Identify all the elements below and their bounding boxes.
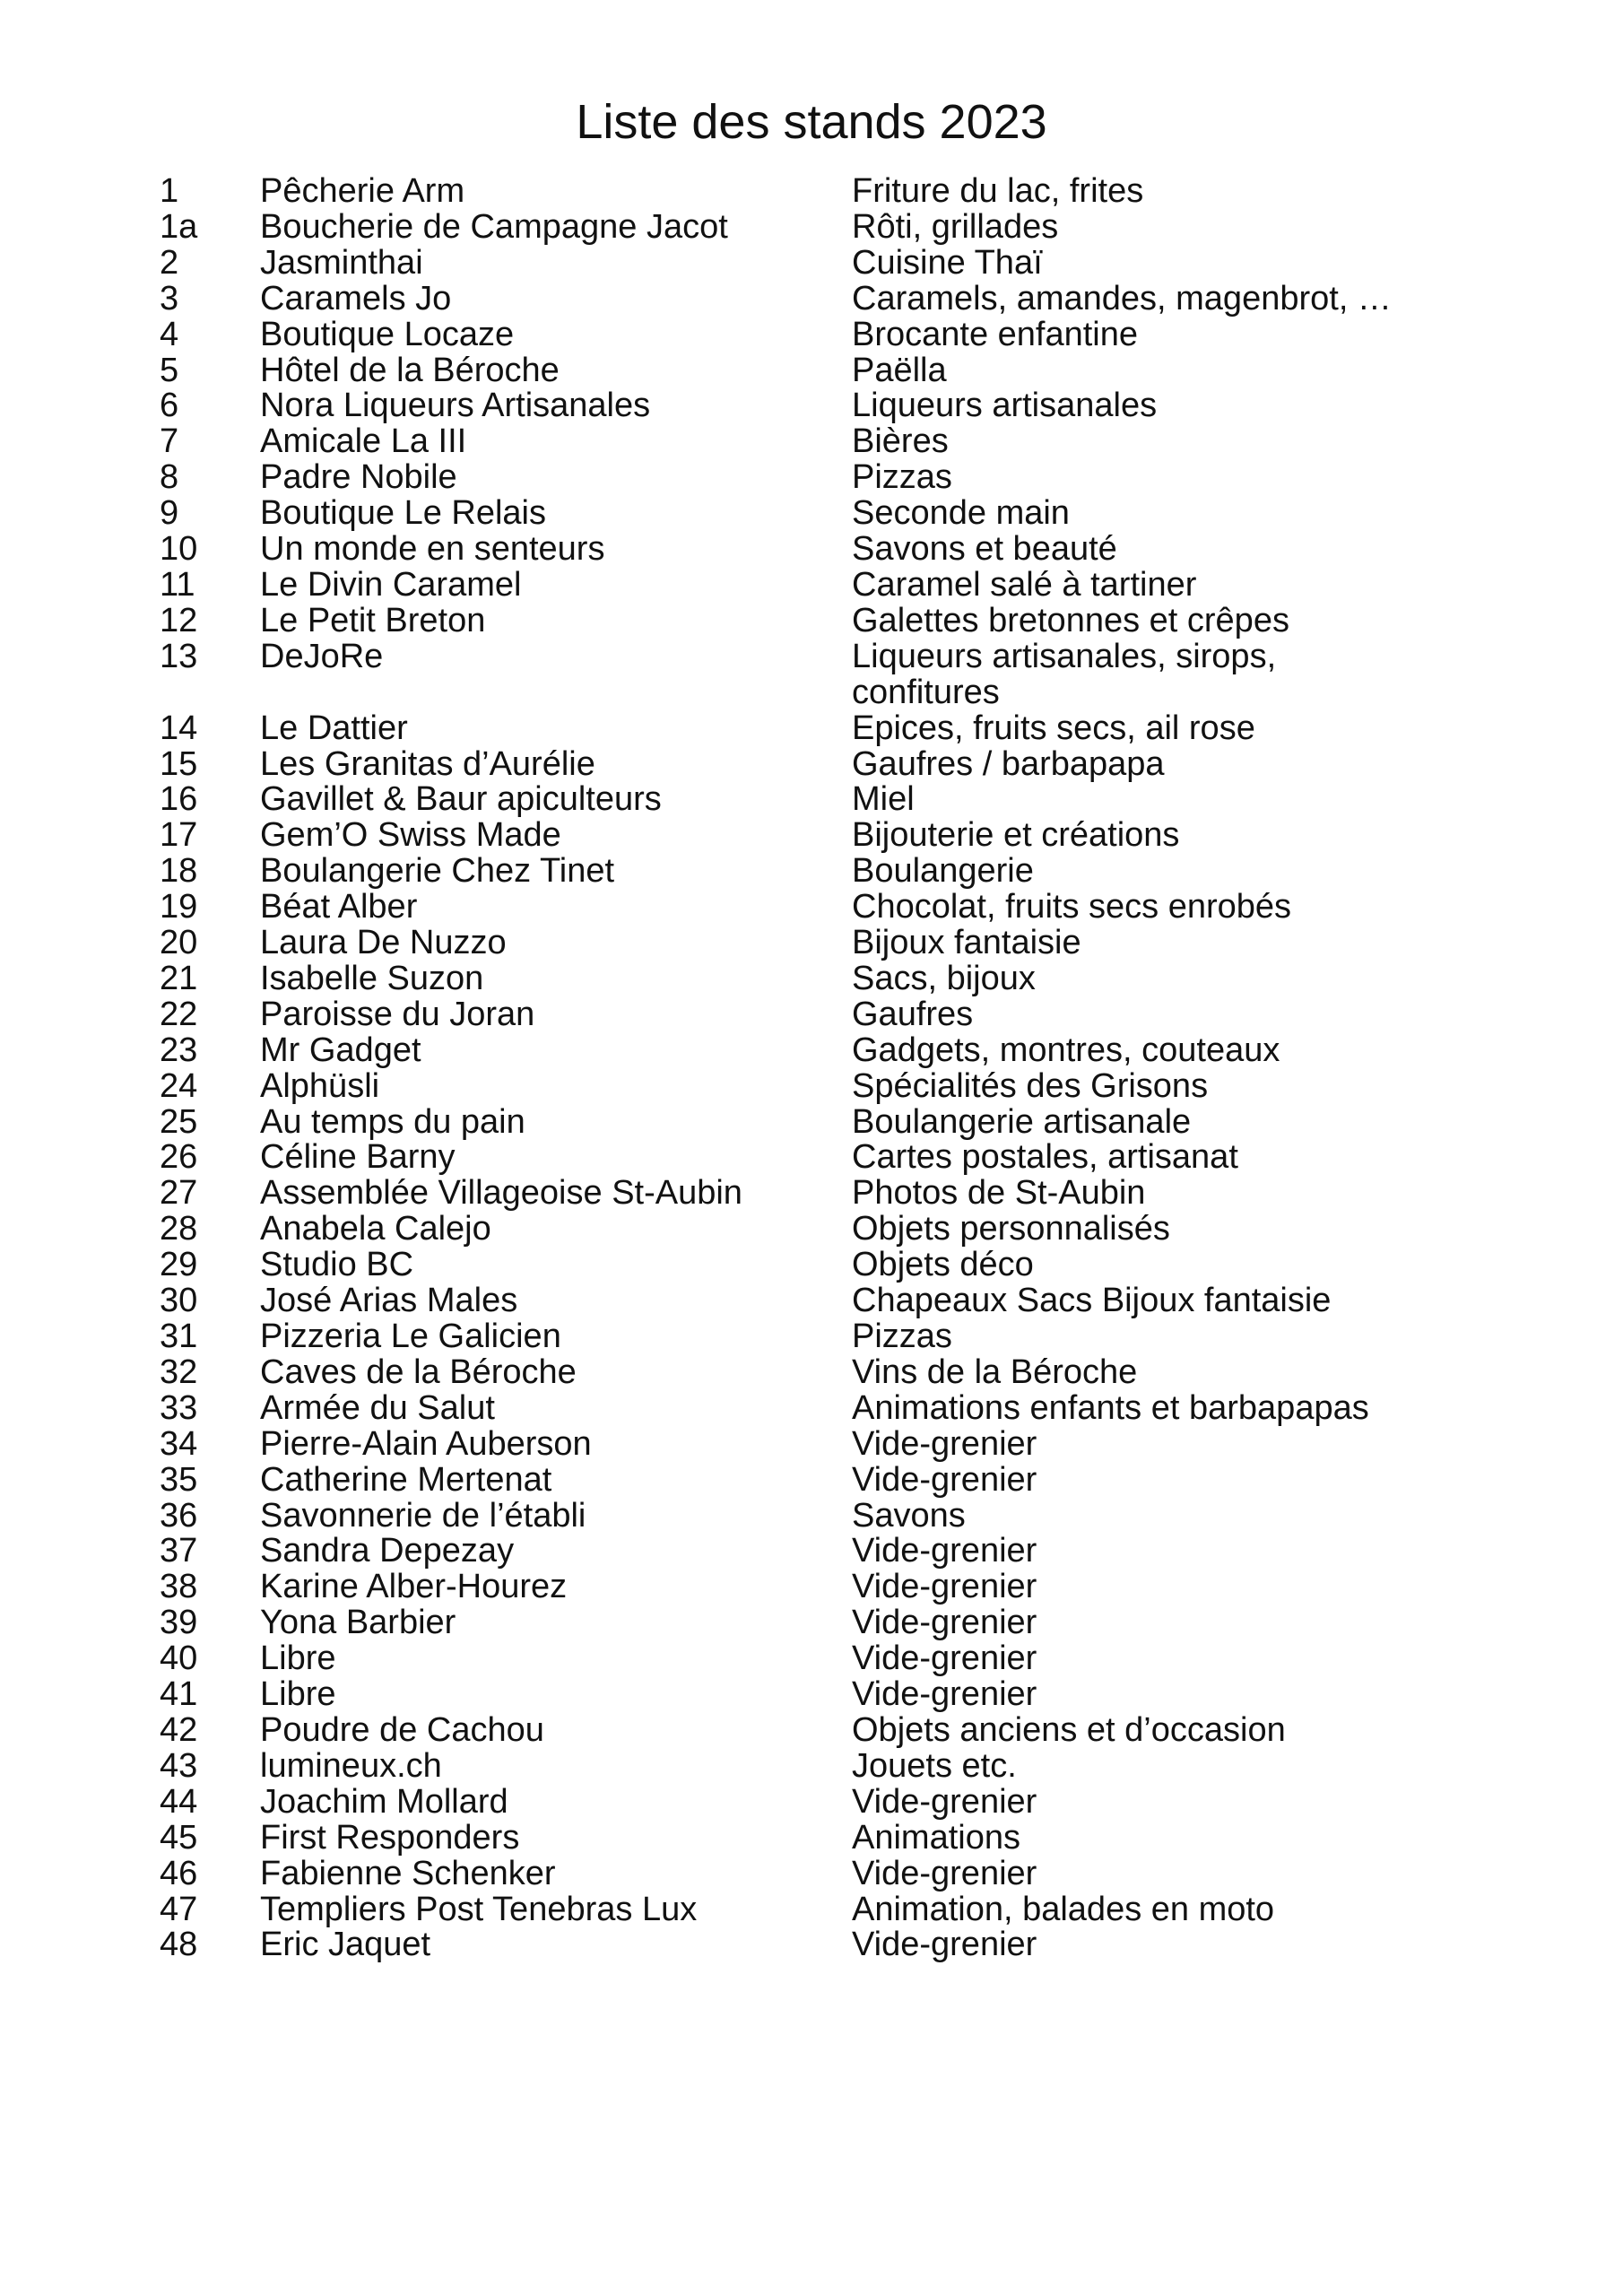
stand-number: 19 (160, 888, 198, 926)
stand-row (160, 1066, 1558, 1105)
stand-name: Le Petit Breton (260, 601, 486, 639)
stand-number: 37 (160, 1532, 198, 1570)
stand-row (160, 424, 1558, 460)
stand-number: 34 (160, 1424, 198, 1463)
stand-row (160, 997, 1558, 1033)
stand-number: 17 (160, 816, 198, 855)
stand-description: Jouets etc. (852, 1746, 1017, 1785)
stand-name: Libre (260, 1675, 336, 1714)
stand-name: Isabelle Suzon (260, 959, 484, 997)
stand-number: 7 (160, 422, 179, 461)
stand-number: 25 (160, 1102, 198, 1141)
stand-description: Pizzas (852, 1318, 952, 1355)
stand-row (160, 1746, 1558, 1785)
stand-number: 24 (160, 1066, 198, 1105)
stand-number: 30 (160, 1282, 198, 1320)
stand-number: 36 (160, 1496, 198, 1535)
stand-description: Caramel salé à tartiner (852, 565, 1197, 604)
stand-row (160, 1102, 1558, 1141)
stand-number: 12 (160, 601, 198, 639)
stand-description: Objets personnalisés (852, 1210, 1170, 1248)
stand-name: Anabela Calejo (260, 1210, 491, 1248)
stand-description: Animations enfants et barbapapas (852, 1388, 1369, 1427)
stand-description: Savons et beauté (852, 530, 1117, 569)
stand-name: Hôtel de la Béroche (260, 351, 560, 389)
stand-name: Joachim Mollard (260, 1782, 508, 1821)
stand-number: 47 (160, 1890, 198, 1928)
stand-number: 3 (160, 279, 179, 317)
stand-row (160, 1570, 1558, 1605)
stand-row (160, 1033, 1558, 1069)
stand-name: Pierre-Alain Auberson (260, 1424, 592, 1463)
stand-row (160, 926, 1558, 961)
stand-number: 27 (160, 1174, 198, 1213)
stand-row (160, 1534, 1558, 1570)
stand-name: Catherine Mertenat (260, 1460, 552, 1499)
stand-description: Caramels, amandes, magenbrot, … (852, 279, 1392, 317)
stand-number: 22 (160, 995, 198, 1033)
stand-row (160, 711, 1558, 747)
stand-description: Bijouterie et créations (852, 816, 1180, 855)
stand-number: 31 (160, 1318, 198, 1355)
stand-row (160, 1388, 1558, 1427)
stand-name: Le Dattier (260, 709, 408, 747)
page-title: Liste des stands 2023 (576, 95, 1047, 149)
stand-description: Objets déco (852, 1246, 1034, 1284)
stand-description: Savons (852, 1496, 966, 1535)
stand-description: Vide-grenier (852, 1926, 1037, 1964)
stand-number: 1 (160, 172, 179, 210)
stand-row (160, 1424, 1558, 1463)
stand-description: Friture du lac, frites (852, 172, 1144, 210)
stand-row (160, 279, 1558, 317)
stand-description: Vide-grenier (852, 1782, 1037, 1821)
stand-name: Eric Jaquet (260, 1926, 431, 1964)
stand-row (160, 1460, 1558, 1499)
stand-row (160, 1212, 1558, 1248)
stand-name: Pizzeria Le Galicien (260, 1318, 561, 1355)
stand-name: Karine Alber-Hourez (260, 1568, 568, 1606)
stand-number: 48 (160, 1926, 198, 1964)
stand-description: Brocante enfantine (852, 315, 1139, 353)
stand-description: Animation, balades en moto (852, 1890, 1275, 1928)
stand-name: Céline Barny (260, 1138, 456, 1177)
stand-description: Vide-grenier (852, 1639, 1037, 1678)
stand-number: 18 (160, 852, 198, 891)
stand-row (160, 1818, 1558, 1857)
stand-row (160, 460, 1558, 496)
stand-name: Boulangerie Chez Tinet (260, 852, 615, 891)
stand-name: Libre (260, 1639, 336, 1678)
stand-description: Liqueurs artisanales (852, 387, 1158, 425)
stand-number: 38 (160, 1568, 198, 1606)
stand-name: Alphüsli (260, 1066, 380, 1105)
stand-description: Boulangerie (852, 852, 1034, 891)
stand-description: Gaufres (852, 995, 974, 1033)
stand-number: 4 (160, 315, 179, 353)
stand-name: Gavillet & Baur apiculteurs (260, 780, 662, 819)
stand-description: Seconde main (852, 494, 1070, 533)
stand-number: 29 (160, 1246, 198, 1284)
stand-description: Chapeaux Sacs Bijoux fantaisie (852, 1282, 1332, 1320)
stand-name: Béat Alber (260, 888, 418, 926)
stand-row (160, 532, 1558, 568)
stand-name: Un monde en senteurs (260, 530, 605, 569)
stand-name: Boutique Le Relais (260, 494, 546, 533)
stand-name: Poudre de Cachou (260, 1710, 544, 1749)
stand-number: 21 (160, 959, 198, 997)
stand-description: Objets anciens et d’occasion (852, 1710, 1286, 1749)
stand-description: Vide-grenier (852, 1854, 1037, 1892)
stand-number: 41 (160, 1675, 198, 1714)
stand-row (160, 317, 1558, 353)
stand-name: Studio BC (260, 1246, 414, 1284)
stand-row (160, 1605, 1558, 1641)
stand-name: Le Divin Caramel (260, 565, 522, 604)
stand-row (160, 744, 1558, 783)
stand-number: 15 (160, 744, 198, 783)
stand-row (160, 243, 1558, 282)
stand-description: Gaufres / barbapapa (852, 744, 1165, 783)
stand-description: Boulangerie artisanale (852, 1102, 1192, 1141)
stand-name: DeJoRe (260, 637, 384, 675)
stand-number: 45 (160, 1818, 198, 1857)
stand-row (160, 207, 1558, 246)
stand-row (160, 1782, 1558, 1821)
stand-name: Boucherie de Campagne Jacot (260, 207, 728, 246)
stand-number: 2 (160, 243, 179, 282)
stand-description: Animations (852, 1818, 1020, 1857)
stand-description: Sacs, bijoux (852, 959, 1036, 997)
stand-name: lumineux.ch (260, 1746, 442, 1785)
stand-name: Yona Barbier (260, 1604, 456, 1642)
stand-row (160, 782, 1558, 818)
stand-name: Caves de la Béroche (260, 1352, 577, 1391)
stand-number: 43 (160, 1746, 198, 1785)
stand-row (160, 1854, 1558, 1892)
stand-name: Laura De Nuzzo (260, 924, 507, 962)
stand-row (160, 1677, 1558, 1713)
stand-row (160, 890, 1558, 926)
stand-row (160, 818, 1558, 854)
stand-row (160, 601, 1558, 639)
stand-row (160, 854, 1558, 890)
stand-row (160, 1319, 1558, 1355)
stand-row (160, 1352, 1558, 1391)
stand-number: 46 (160, 1854, 198, 1892)
stand-number: 44 (160, 1782, 198, 1821)
stand-number: 1a (160, 207, 198, 246)
stand-name: First Responders (260, 1818, 520, 1857)
stand-row (160, 388, 1558, 424)
stand-name: José Arias Males (260, 1282, 518, 1320)
stand-row (160, 353, 1558, 389)
stand-name: Paroisse du Joran (260, 995, 535, 1033)
stand-number: 11 (160, 565, 195, 604)
stand-description: Bières (852, 422, 949, 461)
stand-description: Vide-grenier (852, 1675, 1037, 1714)
stand-description: Cartes postales, artisanat (852, 1138, 1238, 1177)
stand-name: Les Granitas d’Aurélie (260, 744, 595, 783)
stand-number: 10 (160, 530, 198, 569)
stand-row (160, 1927, 1558, 1963)
stand-description: Chocolat, fruits secs enrobés (852, 888, 1292, 926)
stand-row (160, 1710, 1558, 1749)
stand-description: Vins de la Béroche (852, 1352, 1138, 1391)
stand-description: Vide-grenier (852, 1532, 1037, 1570)
stand-number: 35 (160, 1460, 198, 1499)
stand-row (160, 961, 1558, 997)
stand-description: Spécialités des Grisons (852, 1066, 1209, 1105)
stand-row (160, 1140, 1558, 1176)
stand-number: 42 (160, 1710, 198, 1749)
stand-description: Cuisine Thaï (852, 243, 1043, 282)
stand-number: 8 (160, 458, 179, 497)
stand-name: Amicale La III (260, 422, 467, 461)
stand-description: Gadgets, montres, couteaux (852, 1031, 1280, 1069)
stand-name: Au temps du pain (260, 1102, 525, 1141)
stand-number: 26 (160, 1138, 198, 1177)
stand-row (160, 565, 1558, 604)
stand-description: Bijoux fantaisie (852, 924, 1081, 962)
stand-description: Vide-grenier (852, 1568, 1037, 1606)
stand-number: 28 (160, 1210, 198, 1248)
stand-number: 16 (160, 780, 198, 819)
stand-number: 13 (160, 637, 198, 675)
stand-number: 32 (160, 1352, 198, 1391)
stand-description: Galettes bretonnes et crêpes (852, 601, 1289, 639)
stand-row (160, 1248, 1558, 1283)
stand-description: Vide-grenier (852, 1460, 1037, 1499)
stand-description: Epices, fruits secs, ail rose (852, 709, 1255, 747)
stand-number: 40 (160, 1639, 198, 1678)
stand-name: Nora Liqueurs Artisanales (260, 387, 651, 425)
stand-number: 9 (160, 494, 179, 533)
stand-row (160, 1641, 1558, 1677)
stand-description: Paëlla (852, 351, 947, 389)
stand-name: Pêcherie Arm (260, 172, 465, 210)
stand-description: Photos de St-Aubin (852, 1174, 1146, 1213)
stand-list (160, 174, 1558, 1963)
stand-number: 14 (160, 709, 198, 747)
stand-description: Rôti, grillades (852, 207, 1059, 246)
stand-row (160, 1283, 1558, 1319)
stand-row (160, 174, 1558, 210)
stand-number: 6 (160, 387, 179, 425)
stand-number: 33 (160, 1388, 198, 1427)
stand-name: Assemblée Villageoise St-Aubin (260, 1174, 742, 1213)
stand-name: Armée du Salut (260, 1388, 495, 1427)
stand-name: Sandra Depezay (260, 1532, 515, 1570)
stand-row (160, 639, 1558, 711)
stand-description: Liqueurs artisanales, sirops, confitures (852, 637, 1277, 711)
stand-name: Jasminthai (260, 243, 423, 282)
stand-name: Padre Nobile (260, 458, 457, 497)
stand-description: Vide-grenier (852, 1424, 1037, 1463)
stand-row (160, 1892, 1558, 1928)
stand-name: Savonnerie de l’établi (260, 1496, 586, 1535)
stand-description: Pizzas (852, 458, 952, 497)
stand-number: 39 (160, 1604, 198, 1642)
stand-number: 5 (160, 351, 179, 389)
stand-number: 20 (160, 924, 198, 962)
stand-name: Fabienne Schenker (260, 1854, 556, 1892)
stand-row (160, 1176, 1558, 1212)
stand-number: 23 (160, 1031, 198, 1069)
stand-description: Vide-grenier (852, 1604, 1037, 1642)
stand-name: Caramels Jo (260, 279, 452, 317)
stand-name: Boutique Locaze (260, 315, 515, 353)
stand-row (160, 496, 1558, 532)
stand-name: Mr Gadget (260, 1031, 421, 1069)
stand-name: Gem’O Swiss Made (260, 816, 561, 855)
stand-description: Miel (852, 780, 915, 819)
stand-row (160, 1496, 1558, 1535)
stand-name: Templiers Post Tenebras Lux (260, 1890, 698, 1928)
